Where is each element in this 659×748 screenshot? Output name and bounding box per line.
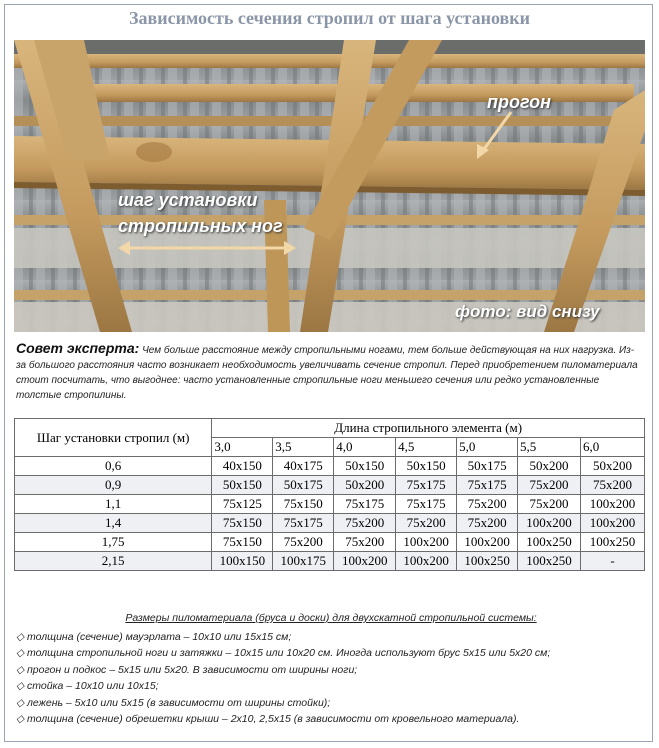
section-cell: 50x200	[334, 476, 396, 495]
section-cell: 100x150	[212, 552, 273, 571]
section-cell: 100x175	[273, 552, 334, 571]
section-cell: 50x200	[518, 457, 581, 476]
table-row	[15, 552, 645, 571]
diamond-bullet-icon: ◇	[16, 680, 27, 692]
length-header-cell: 3,5	[273, 438, 334, 457]
note-text: лежень – 5x10 или 5x15 (в зависимости от ширины стойки);	[27, 696, 331, 709]
section-cell: 75x175	[396, 495, 457, 514]
section-cell: 100x200	[334, 552, 396, 571]
step-cell: 1,75	[15, 533, 212, 552]
section-cell: 75x175	[396, 476, 457, 495]
length-header-cell: 3,0	[212, 438, 273, 457]
table-row	[15, 495, 645, 514]
section-cell: 75x200	[273, 533, 334, 552]
section-cell: 75x200	[334, 514, 396, 533]
section-cell: -	[580, 552, 644, 571]
section-cell: 75x200	[518, 495, 581, 514]
section-cell: 75x175	[273, 514, 334, 533]
section-cell: 100x200	[518, 514, 581, 533]
length-header-cell: 5,5	[518, 438, 581, 457]
note-item	[16, 711, 646, 728]
section-cell: 50x175	[457, 457, 518, 476]
section-cell: 75x150	[212, 514, 273, 533]
length-header-cell: 4,0	[334, 438, 396, 457]
note-text: толщина (сечение) мауэрлата – 10x10 или 15x15 см;	[27, 630, 292, 643]
section-cell: 100x250	[518, 552, 581, 571]
section-cell: 100x200	[580, 514, 644, 533]
length-header-cell: 5,0	[457, 438, 518, 457]
section-cell: 100x200	[396, 533, 457, 552]
diamond-bullet-icon: ◇	[16, 696, 27, 709]
step-label-line2: стропильных ног	[118, 216, 283, 236]
section-cell: 75x200	[580, 476, 644, 495]
notes-heading: Размеры пиломатериала (бруса и доски) для двухскатной стропильной системы:	[125, 612, 537, 624]
section-cell: 40x175	[273, 457, 334, 476]
purlin-label: прогон	[487, 92, 552, 112]
step-cell: 2,15	[15, 552, 212, 571]
step-header: Шаг установки стропил (м)	[15, 419, 212, 457]
rafter-photo	[14, 40, 645, 332]
section-cell: 75x150	[273, 495, 334, 514]
table-row	[15, 533, 645, 552]
section-cell: 100x250	[518, 533, 581, 552]
note-item	[16, 645, 646, 662]
note-text: толщина (сечение) обрешетки крыши – 2x10, 2,5x15 (в зависимости от кровельного материала).	[27, 713, 520, 725]
expert-heading: Совет эксперта:	[16, 340, 140, 356]
step-cell: 1,4	[15, 514, 212, 533]
section-cell: 50x150	[212, 476, 273, 495]
expert-text: Чем больше расстояние между стропильными ногами, тем больше действующая на них нагрузка. Из-за большого расстояния часто возникает необходимость увеличивать сечение стропил. Перед приобретением пиломатериала стоит посчитать, что выгоднее: часто установленные стропильные ноги меньшего сечения или редко установленные толстые стропилины.	[16, 345, 638, 401]
note-text: прогон и подкос – 5x15 или 5x20. В зависимости от ширины ноги;	[27, 663, 358, 676]
diamond-bullet-icon: ◇	[16, 647, 27, 659]
length-header-cell: 4,5	[396, 438, 457, 457]
section-cell: 75x175	[334, 495, 396, 514]
note-item	[16, 678, 646, 695]
section-cell: 100x200	[396, 552, 457, 571]
diamond-bullet-icon: ◇	[16, 630, 27, 643]
section-cell: 40x150	[212, 457, 273, 476]
section-cell: 75x200	[457, 514, 518, 533]
rafter-section-table	[14, 418, 645, 571]
section-cell: 75x200	[518, 476, 581, 495]
section-cell: 75x125	[212, 495, 273, 514]
section-cell: 50x150	[396, 457, 457, 476]
note-item	[16, 629, 646, 646]
section-cell: 75x200	[396, 514, 457, 533]
section-cell: 100x250	[580, 533, 644, 552]
view-label: фото: вид снизу	[455, 302, 600, 321]
section-cell: 100x200	[580, 495, 644, 514]
lumber-notes	[16, 610, 646, 728]
diamond-bullet-icon: ◇	[16, 663, 27, 676]
note-text: стойка – 10x10 или 10x15;	[27, 680, 159, 692]
length-group-header: Длина стропильного элемента (м)	[212, 419, 645, 438]
section-cell: 75x150	[212, 533, 273, 552]
expert-tip	[16, 341, 644, 403]
note-item	[16, 662, 646, 679]
step-cell: 0,9	[15, 476, 212, 495]
note-item	[16, 695, 646, 712]
length-header-cell: 6,0	[580, 438, 644, 457]
section-cell: 75x200	[457, 495, 518, 514]
section-cell: 75x200	[334, 533, 396, 552]
section-cell: 75x175	[457, 476, 518, 495]
table-row	[15, 457, 645, 476]
table-row	[15, 514, 645, 533]
section-cell: 100x250	[457, 552, 518, 571]
diamond-bullet-icon: ◇	[16, 713, 27, 725]
step-label-line1: шаг установки	[118, 190, 258, 210]
rafter-illustration	[14, 40, 645, 332]
section-cell: 50x200	[580, 457, 644, 476]
section-cell: 100x200	[457, 533, 518, 552]
table-row	[15, 476, 645, 495]
section-cell: 50x175	[273, 476, 334, 495]
page-title: Зависимость сечения стропил от шага установки	[129, 8, 530, 28]
step-cell: 0,6	[15, 457, 212, 476]
note-text: толщина стропильной ноги и затяжки – 10x15 или 10x20 см. Иногда используют брус 5x15 или 5x20 см;	[27, 647, 551, 659]
notes-list	[16, 629, 646, 728]
section-cell: 50x150	[334, 457, 396, 476]
step-cell: 1,1	[15, 495, 212, 514]
